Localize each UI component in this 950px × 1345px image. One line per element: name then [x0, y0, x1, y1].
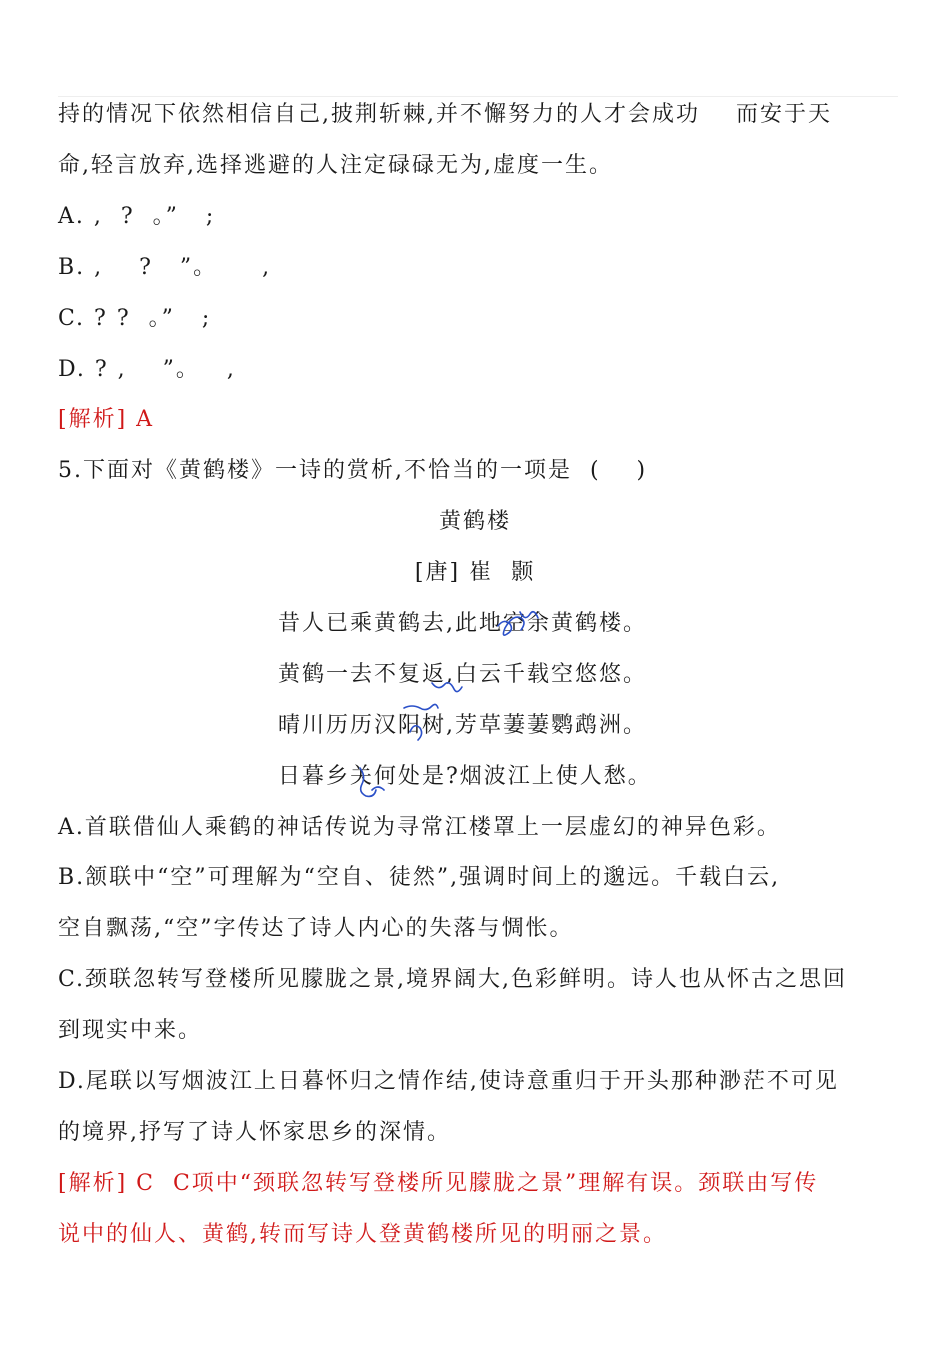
poem-line-3: 晴川历历汉阳树,芳草萋萋鹦鹉洲。	[278, 713, 647, 738]
poem-author: [唐] 崔 颢	[414, 560, 536, 585]
q5-option-c-line-1: C.颈联忽转写登楼所见朦胧之景,境界阔大,色彩鲜明。诗人也从怀古之思回	[58, 967, 848, 992]
q5-option-b-line-2: 空自飘荡,“空”字传达了诗人内心的失落与惆怅。	[58, 916, 574, 941]
q4-option-b: B. , ? ”。 ,	[58, 255, 272, 280]
q5-option-a: A.首联借仙人乘鹤的神话传说为寻常江楼罩上一层虚幻的神异色彩。	[58, 815, 781, 840]
poem-title: 黄鹤楼	[438, 509, 511, 534]
poem-line-2: 黄鹤一去不复返,白云千载空悠悠。	[278, 662, 647, 687]
ink-mark-4	[404, 704, 438, 709]
q5-stem: 5.下面对《黄鹤楼》一诗的赏析,不恰当的一项是 ( )	[58, 458, 648, 483]
poem-line-1: 昔人已乘黄鹤去,此地空余黄鹤楼。	[278, 611, 647, 636]
q5-option-d-line-1: D.尾联以写烟波江上日暮怀归之情作结,使诗意重归于开头那种渺茫不可见	[58, 1069, 839, 1094]
q5-option-d-line-2: 的境界,抒写了诗人怀家思乡的深情。	[58, 1120, 451, 1145]
passage-line-1: 持的情况下依然相信自己,披荆斩棘,并不懈努力的人才会成功 而安于天	[58, 102, 832, 127]
top-divider	[58, 96, 898, 97]
q4-option-a: A. , ? 。” ;	[58, 204, 216, 229]
poem-line-4: 日暮乡关何处是?烟波江上使人愁。	[278, 764, 652, 789]
q5-option-c-line-2: 到现实中来。	[58, 1018, 203, 1043]
q4-option-c: C. ? ? 。” ;	[58, 306, 212, 331]
q5-analysis-line-2: 说中的仙人、黄鹤,转而写诗人登黄鹤楼所见的明丽之景。	[58, 1222, 667, 1247]
q4-analysis: [解析] A	[58, 407, 155, 432]
passage-line-2: 命,轻言放弃,选择逃避的人注定碌碌无为,虚度一生。	[58, 153, 613, 178]
q5-analysis-line-1: [解析] C C项中“颈联忽转写登楼所见朦胧之景”理解有误。颈联由写传	[58, 1171, 819, 1196]
q5-option-b-line-1: B.颔联中“空”可理解为“空自、徒然”,强调时间上的邈远。千载白云,	[58, 865, 781, 890]
q4-option-d: D. ? , ”。 ,	[58, 357, 236, 382]
